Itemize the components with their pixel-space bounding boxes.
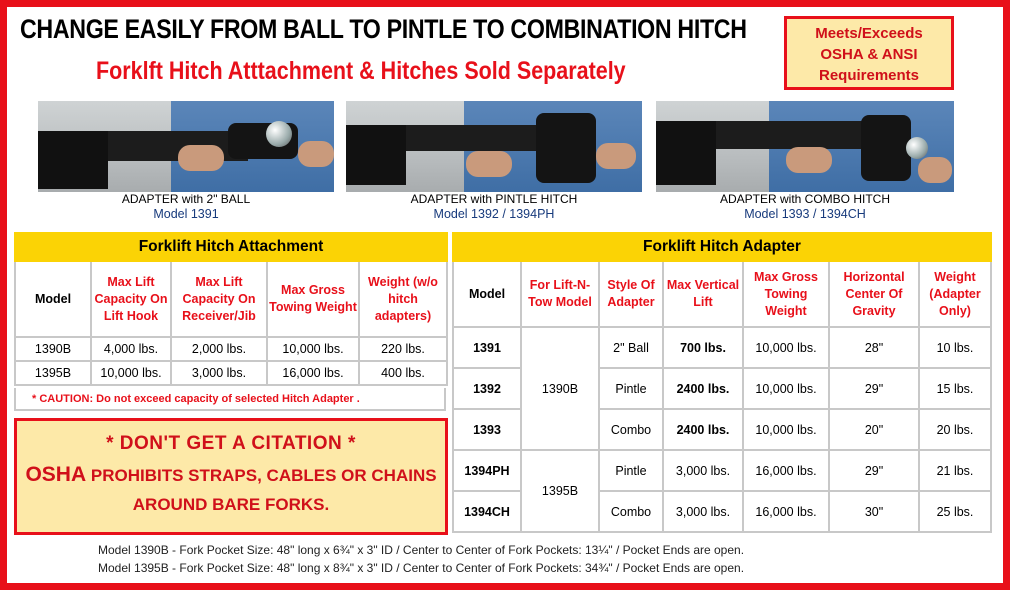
citation-line2-rest: PROHIBITS STRAPS, CABLES OR CHAINS (90, 466, 437, 485)
photo-caption-ball (38, 192, 334, 222)
adapter-table-title: Forklift Hitch Adapter (453, 233, 991, 261)
cell: 3,000 lbs. (663, 491, 743, 532)
cell-model: 1392 (453, 368, 521, 409)
cell: 3,000 lbs. (171, 361, 267, 385)
cell: 10,000 lbs. (743, 409, 829, 450)
cell: 2" Ball (599, 327, 663, 368)
caution-note: * CAUTION: Do not exceed capacity of selected Hitch Adapter . (14, 388, 446, 411)
col-header: Max Gross Towing Weight (267, 261, 359, 337)
cell: 21 lbs. (919, 450, 991, 491)
cell: 1395B (15, 361, 91, 385)
col-header: Max Lift Capacity On Receiver/Jib (171, 261, 267, 337)
col-header: Model (15, 261, 91, 337)
caption-text: ADAPTER with PINTLE HITCH (410, 192, 578, 206)
cell: 2400 lbs. (663, 409, 743, 450)
table-row (15, 361, 447, 385)
caption-text: ADAPTER with 2" BALL (121, 192, 251, 206)
cell: Pintle (599, 368, 663, 409)
page-title: CHANGE EASILY FROM BALL TO PINTLE TO COMBINATION HITCH (20, 14, 747, 44)
caption-model: Model 1393 / 1394CH (744, 207, 866, 221)
cell: Combo (599, 491, 663, 532)
cell: Pintle (599, 450, 663, 491)
cell: 20 lbs. (919, 409, 991, 450)
compliance-badge (784, 16, 954, 90)
badge-line: OSHA & ANSI (820, 46, 918, 63)
footnote-1395b: Model 1395B - Fork Pocket Size: 48" long x 8¾" x 3" ID / Center to Center of Fork Pockets: 34¾" / Pocket Ends are open. (98, 561, 745, 575)
col-header: Horizontal Center Of Gravity (829, 261, 919, 327)
col-header: Style Of Adapter (599, 261, 663, 327)
photo-combo-adapter (656, 101, 954, 192)
badge-line: Meets/Exceeds (815, 25, 923, 42)
cell: 1390B (15, 337, 91, 361)
cell: 28" (829, 327, 919, 368)
photo-caption-pintle (346, 192, 642, 222)
adapter-table (452, 232, 992, 533)
caption-model: Model 1392 / 1394PH (433, 207, 555, 221)
cell-for-model: 1395B (521, 450, 599, 532)
cell: 3,000 lbs. (663, 450, 743, 491)
cell: 16,000 lbs. (743, 450, 829, 491)
cell: 4,000 lbs. (91, 337, 171, 361)
attachment-table (14, 232, 448, 386)
table-row (453, 327, 991, 368)
citation-line1: * DON'T GET A CITATION * (106, 433, 356, 454)
citation-line2 (17, 463, 445, 487)
footnote-1390b: Model 1390B - Fork Pocket Size: 48" long x 6¾" x 3" ID / Center to Center of Fork Pockets: 13¼" / Pocket Ends are open. (98, 543, 745, 557)
cell-model: 1394PH (453, 450, 521, 491)
cell: 220 lbs. (359, 337, 447, 361)
cell: 15 lbs. (919, 368, 991, 409)
citation-osha: OSHA (25, 463, 87, 486)
col-header: Weight (Adapter Only) (919, 261, 991, 327)
cell: 700 lbs. (663, 327, 743, 368)
col-header: Max Lift Capacity On Lift Hook (91, 261, 171, 337)
page-subtitle: Forklft Hitch Atttachment & Hitches Sold Separately (96, 57, 626, 85)
cell: 16,000 lbs. (743, 491, 829, 532)
cell: 25 lbs. (919, 491, 991, 532)
cell-for-model: 1390B (521, 327, 599, 450)
cell: 16,000 lbs. (267, 361, 359, 385)
col-header: Max Gross Towing Weight (743, 261, 829, 327)
cell: 10,000 lbs. (267, 337, 359, 361)
citation-line3: AROUND BARE FORKS. (132, 495, 330, 514)
caption-text: ADAPTER with COMBO HITCH (719, 192, 890, 206)
table-row (15, 337, 447, 361)
table-row (453, 450, 991, 491)
cell: Combo (599, 409, 663, 450)
cell: 10 lbs. (919, 327, 991, 368)
cell-model: 1394CH (453, 491, 521, 532)
cell: 400 lbs. (359, 361, 447, 385)
caption-model: Model 1391 (153, 207, 219, 221)
cell: 10,000 lbs. (743, 327, 829, 368)
cell-model: 1391 (453, 327, 521, 368)
photo-ball-adapter (38, 101, 334, 192)
attachment-table-title: Forklift Hitch Attachment (15, 233, 447, 261)
photo-pintle-adapter (346, 101, 642, 192)
citation-warning (14, 418, 448, 535)
cell: 30" (829, 491, 919, 532)
cell: 20" (829, 409, 919, 450)
cell: 10,000 lbs. (91, 361, 171, 385)
photo-caption-combo (656, 192, 954, 222)
cell-model: 1393 (453, 409, 521, 450)
cell: 29" (829, 368, 919, 409)
cell: 29" (829, 450, 919, 491)
badge-line: Requirements (818, 67, 920, 84)
col-header: Weight (w/o hitch adapters) (359, 261, 447, 337)
cell: 2,000 lbs. (171, 337, 267, 361)
cell: 10,000 lbs. (743, 368, 829, 409)
cell: 2400 lbs. (663, 368, 743, 409)
col-header: Model (453, 261, 521, 327)
col-header: Max Vertical Lift (663, 261, 743, 327)
col-header: For Lift-N-Tow Model (521, 261, 599, 327)
